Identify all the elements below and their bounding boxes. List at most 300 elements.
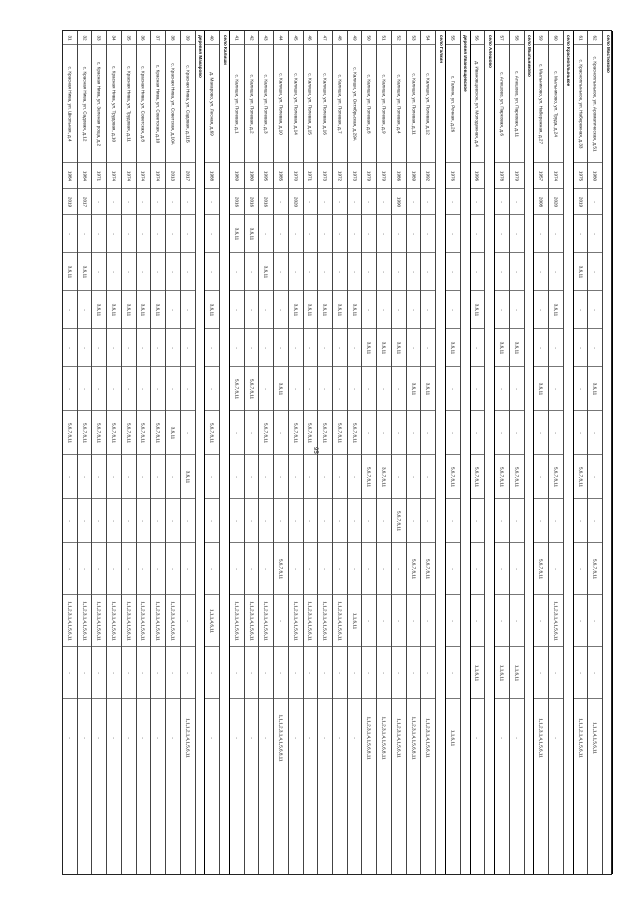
cell-value: -: [337, 200, 343, 203]
table-cell: [289, 31, 303, 45]
section-header: [564, 31, 574, 874]
table-cell: [259, 499, 273, 543]
table-cell: [205, 163, 219, 189]
cell-value: -: [185, 619, 191, 622]
cell-value: 1,1,2,3,1,4,1,5,6,11: [263, 600, 269, 641]
cell-value: 3,6,11: [96, 303, 102, 316]
cell-value: -: [111, 200, 117, 203]
table-cell: [259, 215, 273, 253]
table-cell: [392, 499, 406, 543]
table-cell: [274, 699, 288, 776]
cell-value: -: [82, 519, 88, 522]
cell-value: -: [352, 567, 358, 570]
table-cell: [549, 543, 563, 595]
table-cell: [318, 291, 332, 329]
table-cell: [534, 499, 548, 543]
cell-value: 5,6,7,8,11: [553, 466, 559, 487]
cell-value: 3,6,11: [67, 265, 73, 278]
table-cell: [78, 499, 92, 543]
table-cell: [510, 215, 524, 253]
table-cell: [259, 329, 273, 367]
table-cell: [304, 367, 318, 411]
table-cell: [446, 329, 460, 367]
table-cell: [549, 329, 563, 367]
table-cell: [510, 253, 524, 291]
cell-value: -: [553, 519, 559, 522]
table-cell: [151, 31, 165, 45]
cell-value: -: [322, 671, 328, 674]
cell-value: 5,6,7,8,11: [592, 558, 598, 579]
cell-value: -: [293, 232, 299, 235]
cell-value: -: [67, 387, 73, 390]
table-cell: [574, 595, 588, 647]
cell-value: -: [352, 519, 358, 522]
section-title: село Мастюково: [605, 35, 611, 73]
table-cell: [230, 647, 244, 699]
table-cell: [446, 455, 460, 499]
table-cell: [205, 411, 219, 455]
table-cell: [259, 163, 273, 189]
rotated-data-table: [62, 30, 612, 875]
cell-value: 2008: [538, 196, 544, 207]
table-cell: [534, 189, 548, 215]
cell-value: -: [96, 346, 102, 349]
table-cell: [574, 543, 588, 595]
cell-value: -: [514, 736, 520, 739]
cell-value: 1,1,2,3,1,4,1,5,6,11: [322, 600, 328, 641]
section-title: село Галкин: [438, 35, 444, 63]
cell-value: -: [499, 619, 505, 622]
cell-value: -: [307, 346, 313, 349]
cell-value: -: [96, 232, 102, 235]
table-cell: [92, 31, 106, 45]
cell-value: -: [111, 232, 117, 235]
cell-value: 51: [381, 34, 387, 41]
cell-value: 1975: [578, 170, 584, 181]
cell-value: -: [263, 232, 269, 235]
cell-value: 1,1,1,4,1,5,6,11: [592, 721, 598, 754]
cell-value: 1992: [425, 170, 431, 181]
table-cell: [63, 189, 77, 215]
table-cell: [362, 595, 376, 647]
cell-value: -: [538, 671, 544, 674]
cell-value: -: [337, 346, 343, 349]
address-text: с. Красная Нива, ул. Трудовая, д.11: [126, 65, 132, 142]
cell-value: -: [538, 346, 544, 349]
table-cell: [181, 595, 195, 647]
cell-value: 1,1,6,11: [450, 729, 456, 746]
table-cell: [151, 543, 165, 595]
section-title: село Красноплынькое: [566, 35, 572, 87]
cell-value: 1,1,2,3,1,4,1,5,6,11: [140, 600, 146, 641]
cell-value: -: [538, 619, 544, 622]
cell-value: -: [170, 519, 176, 522]
table-cell: [333, 291, 347, 329]
table-cell: [166, 291, 180, 329]
table-cell: [166, 411, 180, 455]
table-cell: [78, 45, 92, 163]
table-cell: [274, 329, 288, 367]
table-cell: [407, 647, 421, 699]
table-cell: [63, 291, 77, 329]
table-cell: [245, 291, 259, 329]
cell-value: -: [381, 519, 387, 522]
table-cell: [407, 215, 421, 253]
table-cell: [137, 45, 151, 163]
table-cell: [362, 455, 376, 499]
table-cell: [230, 31, 244, 45]
cell-value: 3,6,11: [249, 227, 255, 240]
table-cell: [407, 253, 421, 291]
address-text: д. Макарово, ул. Лесная, д.69: [209, 71, 215, 136]
cell-value: 1,1,6,11: [514, 664, 520, 681]
cell-value: -: [553, 671, 559, 674]
cell-value: -: [499, 519, 505, 522]
cell-value: -: [411, 619, 416, 622]
cell-value: 1,1,2,3,1,4,1,5,6,11: [67, 600, 73, 641]
cell-value: -: [140, 671, 146, 674]
section-title: село Мыльниково: [526, 35, 532, 77]
table-cell: [348, 543, 362, 595]
cell-value: -: [450, 619, 456, 622]
cell-value: 1990: [396, 196, 402, 207]
table-cell: [407, 45, 421, 163]
table-cell: [588, 595, 602, 647]
cell-value: -: [67, 475, 73, 478]
table-cell: [407, 329, 421, 367]
cell-value: -: [592, 475, 598, 478]
table-cell: [471, 329, 485, 367]
cell-value: -: [538, 270, 544, 273]
cell-value: 3,6,11: [170, 426, 176, 439]
cell-value: 36: [140, 34, 146, 41]
table-cell: [245, 45, 259, 163]
table-cell: [534, 367, 548, 411]
cell-value: -: [366, 200, 372, 203]
cell-value: -: [67, 736, 73, 739]
table-cell: [92, 253, 106, 291]
table-cell: [421, 31, 435, 45]
table-cell: [245, 31, 259, 45]
cell-value: 2019: [67, 196, 73, 207]
cell-value: 2013: [170, 170, 176, 181]
table-cell: [471, 499, 485, 543]
table-cell: [230, 699, 244, 776]
table-cell: [63, 699, 77, 776]
table-cell: [495, 411, 509, 455]
table-cell: [348, 291, 362, 329]
table-cell: [549, 595, 563, 647]
cell-value: 1,1,2,3,1,4,1,5,6,8,11: [381, 715, 387, 760]
cell-value: -: [82, 346, 88, 349]
cell-value: -: [96, 671, 102, 674]
table-cell: [92, 367, 106, 411]
table-row: [289, 31, 304, 874]
table-cell: [421, 411, 435, 455]
table-cell: [377, 647, 391, 699]
cell-value: -: [474, 387, 480, 390]
table-cell: [151, 647, 165, 699]
cell-value: -: [234, 671, 240, 674]
cell-value: -: [307, 567, 313, 570]
table-row: [205, 31, 220, 874]
table-cell: [92, 411, 106, 455]
cell-value: -: [592, 270, 598, 273]
cell-value: 1972: [337, 170, 343, 181]
cell-value: -: [155, 387, 161, 390]
table-cell: [421, 215, 435, 253]
table-cell: [181, 647, 195, 699]
table-cell: [274, 45, 288, 163]
table-cell: [137, 543, 151, 595]
table-cell: [362, 647, 376, 699]
address-text: с. Калиши, ул. Полевая, д.4: [396, 73, 402, 134]
cell-value: 1979: [514, 170, 520, 181]
table-cell: [348, 595, 362, 647]
table-cell: [289, 543, 303, 595]
cell-value: -: [352, 200, 358, 203]
cell-value: -: [450, 431, 456, 434]
cell-value: 1974: [553, 170, 559, 181]
table-row: [333, 31, 348, 874]
cell-value: -: [425, 431, 431, 434]
cell-value: -: [140, 567, 146, 570]
address-text: с. Красная Нива, ул. Зеленая роща, д.2: [96, 61, 102, 146]
cell-value: 3,6,11: [538, 382, 544, 395]
address-text: с. Алешово, ул. Парковая, д.11: [514, 70, 520, 137]
table-cell: [446, 291, 460, 329]
table-cell: [289, 595, 303, 647]
table-row: [421, 31, 436, 874]
cell-value: -: [234, 431, 240, 434]
cell-value: 1971: [307, 170, 313, 181]
table-cell: [63, 499, 77, 543]
table-cell: [421, 499, 435, 543]
cell-value: -: [553, 232, 559, 235]
table-cell: [495, 189, 509, 215]
cell-value: -: [234, 308, 240, 311]
table-cell: [304, 253, 318, 291]
cell-value: -: [578, 308, 584, 311]
cell-value: -: [578, 431, 584, 434]
table-cell: [362, 215, 376, 253]
table-cell: [471, 411, 485, 455]
cell-value: -: [553, 270, 559, 273]
table-cell: [348, 31, 362, 45]
cell-value: 31: [67, 34, 73, 41]
cell-value: -: [352, 475, 358, 478]
table-cell: [230, 189, 244, 215]
table-cell: [588, 189, 602, 215]
table-cell: [407, 367, 421, 411]
cell-value: -: [82, 308, 88, 311]
cell-value: -: [155, 346, 161, 349]
cell-value: -: [366, 387, 372, 390]
table-cell: [78, 647, 92, 699]
cell-value: -: [337, 671, 343, 674]
table-cell: [377, 45, 391, 163]
cell-value: -: [111, 736, 117, 739]
table-cell: [588, 291, 602, 329]
table-cell: [181, 189, 195, 215]
cell-value: -: [592, 200, 598, 203]
cell-value: -: [293, 270, 299, 273]
table-cell: [510, 699, 524, 776]
table-cell: [137, 291, 151, 329]
cell-value: 5,6,7,8,11: [514, 466, 520, 487]
table-cell: [274, 163, 288, 189]
table-cell: [549, 45, 563, 163]
table-cell: [510, 543, 524, 595]
cell-value: 1971: [96, 170, 102, 181]
table-cell: [245, 411, 259, 455]
table-cell: [107, 163, 121, 189]
table-row: [510, 31, 525, 874]
table-row: [446, 31, 461, 874]
cell-value: -: [209, 200, 215, 203]
table-cell: [588, 45, 602, 163]
cell-value: 1974: [140, 170, 146, 181]
cell-value: -: [307, 232, 313, 235]
cell-value: -: [209, 232, 215, 235]
table-cell: [377, 367, 391, 411]
cell-value: -: [126, 270, 132, 273]
table-cell: [230, 329, 244, 367]
cell-value: -: [111, 519, 117, 522]
cell-value: -: [553, 736, 559, 739]
table-cell: [510, 31, 524, 45]
cell-value: -: [82, 232, 88, 235]
cell-value: -: [396, 232, 402, 235]
table-cell: [574, 329, 588, 367]
cell-value: -: [126, 567, 132, 570]
table-cell: [362, 329, 376, 367]
table-cell: [181, 31, 195, 45]
table-cell: [166, 253, 180, 291]
cell-value: -: [425, 519, 431, 522]
cell-value: 1973: [322, 170, 328, 181]
cell-value: -: [553, 346, 559, 349]
table-cell: [107, 215, 121, 253]
cell-value: -: [578, 387, 584, 390]
table-cell: [471, 367, 485, 411]
cell-value: -: [322, 232, 328, 235]
table-cell: [289, 411, 303, 455]
cell-value: 3,6,11: [322, 303, 328, 316]
cell-value: -: [96, 567, 102, 570]
cell-value: -: [249, 475, 255, 478]
address-text: с. Калиши, ул. Полевая, д.2: [249, 73, 255, 134]
table-cell: [230, 543, 244, 595]
cell-value: 1,1,2,3,1,4,1,5,6,11: [425, 717, 431, 758]
cell-value: -: [126, 387, 132, 390]
table-cell: [318, 595, 332, 647]
table-cell: [289, 499, 303, 543]
table-cell: [78, 329, 92, 367]
cell-value: 1,1,2,3,1,4,1,5,6,11: [307, 600, 313, 641]
cell-value: -: [155, 736, 161, 739]
table-cell: [588, 329, 602, 367]
table-cell: [151, 291, 165, 329]
cell-value: 46: [307, 34, 313, 41]
cell-value: -: [278, 308, 284, 311]
cell-value: -: [425, 671, 431, 674]
cell-value: -: [474, 431, 480, 434]
table-cell: [574, 455, 588, 499]
cell-value: -: [514, 619, 520, 622]
table-cell: [407, 31, 421, 45]
table-cell: [549, 163, 563, 189]
cell-value: -: [140, 200, 146, 203]
section-title: деревня Макарово: [197, 35, 203, 78]
cell-value: -: [96, 270, 102, 273]
table-row: [274, 31, 289, 874]
address-text: с. Красная Нива, ул. Трудовая, д.10: [111, 65, 117, 142]
table-cell: [362, 291, 376, 329]
cell-value: -: [425, 232, 431, 235]
cell-value: 37: [155, 34, 161, 41]
cell-value: 1989: [411, 170, 416, 181]
cell-value: 1974: [126, 170, 132, 181]
table-cell: [245, 543, 259, 595]
cell-value: 2020: [293, 196, 299, 207]
cell-value: -: [499, 200, 505, 203]
table-cell: [92, 189, 106, 215]
table-cell: [274, 189, 288, 215]
table-cell: [259, 595, 273, 647]
table-cell: [495, 291, 509, 329]
table-cell: [245, 699, 259, 776]
cell-value: -: [234, 519, 240, 522]
table-cell: [259, 367, 273, 411]
table-row: [407, 31, 422, 874]
table-cell: [377, 455, 391, 499]
table-cell: [588, 499, 602, 543]
cell-value: 1,1,2,3,1,4,1,5,6,11: [538, 717, 544, 758]
table-cell: [421, 253, 435, 291]
cell-value: -: [96, 387, 102, 390]
table-cell: [392, 45, 406, 163]
table-cell: [471, 455, 485, 499]
table-cell: [471, 31, 485, 45]
table-cell: [166, 499, 180, 543]
table-cell: [78, 595, 92, 647]
cell-value: -: [263, 736, 269, 739]
table-row: [471, 31, 486, 874]
table-cell: [137, 163, 151, 189]
table-row: [78, 31, 93, 874]
cell-value: 41: [234, 34, 240, 41]
table-cell: [534, 163, 548, 189]
table-cell: [78, 411, 92, 455]
cell-value: -: [307, 200, 313, 203]
table-cell: [495, 215, 509, 253]
table-cell: [510, 455, 524, 499]
cell-value: -: [578, 232, 584, 235]
table-cell: [318, 329, 332, 367]
cell-value: -: [307, 736, 313, 739]
table-cell: [107, 45, 121, 163]
cell-value: 5,6,7,8,11: [538, 558, 544, 579]
cell-value: -: [450, 519, 456, 522]
cell-value: -: [578, 567, 584, 570]
address-text: с. Мыльниково, ул. Набережная, д.27: [538, 63, 544, 144]
table-cell: [205, 189, 219, 215]
table-cell: [92, 329, 106, 367]
table-cell: [259, 411, 273, 455]
table-cell: [333, 595, 347, 647]
table-cell: [151, 189, 165, 215]
